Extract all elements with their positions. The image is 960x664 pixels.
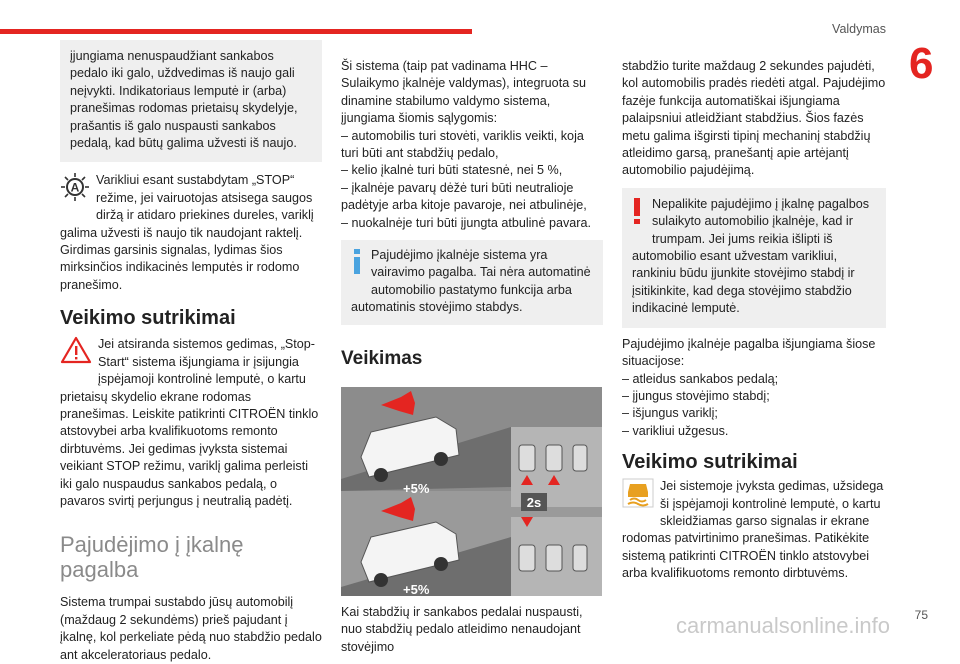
heading-fault-1: Veikimo sutrikimai [60,307,236,330]
condition-3: – įkalnėje pavarų dėžė turi būti neutralioje padėtyje arba kitoje pavaroje, nei atbulinėje, [341,180,587,213]
figure-caption: Kai stabdžių ir sankabos pedalai nuspausti, nuo stabdžių pedalo atleidimo nenaudojant stovėjimo [341,604,583,654]
disable-item-3: – išjungus variklį; [622,406,718,421]
section-title: Valdymas [832,22,886,36]
info-box-restart [60,40,322,162]
stop-note [60,172,322,294]
page-number: 75 [914,608,928,622]
disable-item-4: – varikliui užgesus. [622,423,729,438]
info-box-driving-aid [341,240,603,325]
stability-control-icon [622,478,654,513]
disable-intro: Pajudėjimo įkalnėje pagalba išjungiama šiose situacijose: [622,336,876,369]
condition-1: – automobilis turi stovėti, variklis veikti, koja turi būti ant stabdžių pedalo, [341,128,584,161]
warning-triangle-icon [60,336,92,369]
info-text: Pajudėjimo įkalnėje sistema yra vairavimo pagalba. Tai nėra automatinė automobilio pastatymo funkcija arba automatinis stovėjimo stabdys. [351,248,591,315]
disable-item-2: – įjungus stovėjimo stabdį; [622,388,770,403]
box-text: įjungiama nenuspaudžiant sankabos pedalo iki galo, uždvedimas iš naujo gali neįvykti. Indikatoriaus lemputė ir (arba) pranešimas rodomas prietaisų skydelyje, prašantis iš galo nuspausti sankabos pedalą, kad būtų galima užvesti iš naujo. [70,49,298,151]
fault-block-2 [622,478,886,582]
condition-4: – nuokalnėje turi būti įjungta atbulinė pavara. [341,215,591,230]
hill-text: Sistema trumpai sustabdo jūsų automobilį (maždaug 2 sekundėms) prieš pajudant į įkalnę, kol perkeliate pėdą nuo stabdžio pedalo ant akceleratoriaus pedalo. [60,595,322,662]
warning-text: Nepalikite pajudėjimo į įkalnę pagalbos sulaikyto automobilio įkalnėje, kad ir trumpam. Jei jums reikia išlipti iš automobilio esant užvestam varikliui, rankiniu būdu įjunkite stovėjimo stabdį ir įsitikinkite, kad dega stovėjimo stabdžio indikacinė lemputė. [632,196,870,316]
column-1 [60,40,322,664]
hill-assist-illustration [341,387,602,596]
stop-note-text: Varikliui esant sustabdytam „STOP“ režime, jei vairuotojas atsisega saugos diržą ir atidaro priekines dureles, variklį galima užvesti iš naujo tik naudojant raktelį. Girdimas garsinis signalas, lydimas šios mirksinčios indikacinės lemputės ir rodomo pranešimo. [60,173,314,292]
fault-text-1: Jei atsiranda sistemos gedimas, „Stop-Start“ sistema išjungiama ir įsijungia įspėjamoji kontrolinė lemputė, o kartu prietaisų skydelio ekrane rodomas pranešimas. Leiskite patikrinti CITROËN tinklo atstovybei arba kvalifikuotoms remonto dirbtuvėms. Jei gedimas įvyksta sistemai veikiant STOP režimu, variklį galima perleisti iki galo nuspaudus sankabos pedalą, o pavaros svirtį perjungus į neutralią padėtį. [60,337,319,508]
info-icon [351,247,365,280]
column-2 [341,58,603,656]
heading-operation: Veikimas [341,347,423,369]
fig-label-top: +5% [403,480,430,496]
fig-label-2s: 2s [526,494,542,510]
warning-box [622,188,886,328]
fault-block-1 [60,336,322,510]
column-3 [622,58,886,583]
heading-hill-assist: Pajudėjimo į įkalnę pagalba [60,532,244,583]
hhc-intro: Ši sistema (taip pat vadinama HHC – Sulaikymo įkalnėje valdymas), integruota su dinamine stabilumo valdymo sistema, įjungiama šiomis sąlygomis: [341,59,586,126]
header-accent-bar [0,29,472,34]
disable-item-1: – atleidus sankabos pedalą; [622,371,779,386]
chapter-number: 6 [909,39,934,88]
svg-text:A: A [70,180,80,195]
watermark: carmanualsonline.info [676,613,891,638]
exclamation-icon [632,196,642,231]
heading-fault-2: Veikimo sutrikimai [622,451,798,474]
fig-label-bottom: +5% [403,581,430,596]
auto-start-a-icon [60,172,90,207]
condition-2: – kelio įkalnė turi būti statesnė, nei 5 %, [341,163,563,178]
fault-text-2: Jei sistemoje įvyksta gedimas, užsidega ši įspėjamoji kontrolinė lemputė, o kartu skleidžiamas garso signalas ir ekrane rodomas patvirtinimo pranešimas. Patikėkite sistemą patikrinti CITROËN tinklo atstovybei arba kvalifikuotoms remonto dirbtuvėms. [622,479,884,581]
col3-intro: stabdžio turite maždaug 2 sekundes pajudėti, kol automobilis pradės riedėti atgal. Pajudėjimo fazėje funkcija automatiškai išjungiama palaipsniui atleidžiant stabdžius. Šios fazės metu galima išgirsti tipinį mechaninį stabdžių atleidimo garsą, pranešantį apie artėjantį automobilio pajudėjimą. [622,59,886,178]
